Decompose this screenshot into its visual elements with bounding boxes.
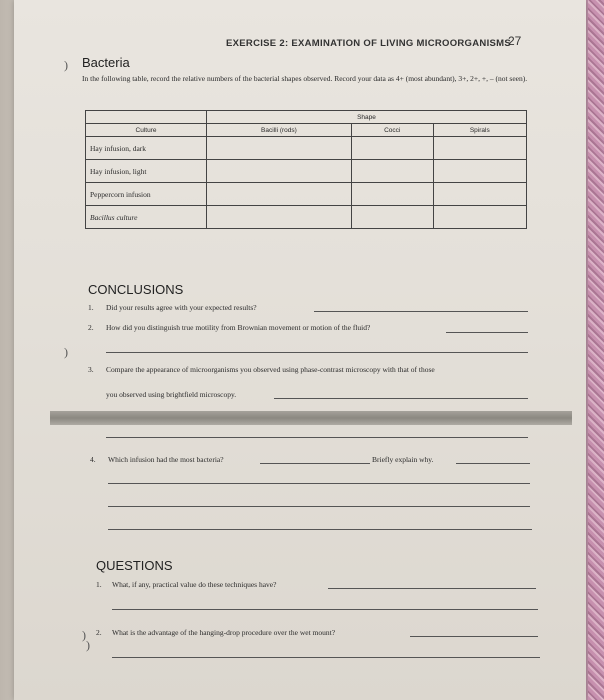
conclusion-q2-text: How did you distinguish true motility from Brownian movement or motion of the fluid? [106, 323, 371, 332]
bacteria-shape-table [85, 110, 527, 229]
questions-title: QUESTIONS [96, 558, 173, 573]
shape-header: Shape [207, 111, 527, 124]
question-q1-text: What, if any, practical value do these techniques have? [112, 580, 277, 589]
glitter-background [588, 0, 604, 700]
table-row-label: Peppercorn infusion [86, 183, 207, 206]
answer-line[interactable] [112, 657, 540, 658]
conclusion-q1-text: Did your results agree with your expected results? [106, 303, 257, 312]
table-cell[interactable] [433, 183, 526, 206]
page-number: 27 [508, 34, 522, 48]
table-cell[interactable] [207, 160, 352, 183]
table-row-label: Hay infusion, light [86, 160, 207, 183]
answer-line[interactable] [112, 609, 538, 610]
column-header-cocci: Cocci [351, 124, 433, 137]
answer-line[interactable] [446, 332, 528, 333]
conclusion-q4-number: 4. [90, 455, 96, 464]
answer-line[interactable] [106, 352, 528, 353]
photo-fold-band [50, 411, 572, 425]
conclusion-q3-text: Compare the appearance of microorganisms you observed using phase-contrast microscopy with that of those [106, 365, 435, 374]
bacteria-instructions: In the following table, record the relative numbers of the bacterial shapes observed. Record your data as 4+ (most abundant), 3+, 2+, +, – (not seen). [82, 74, 528, 83]
exercise-header: EXERCISE 2: EXAMINATION OF LIVING MICROORGANISMS [226, 38, 511, 49]
answer-line[interactable] [106, 437, 528, 438]
table-cell[interactable] [351, 137, 433, 160]
table-cell[interactable] [351, 206, 433, 229]
table-cell[interactable] [351, 183, 433, 206]
answer-line[interactable] [108, 529, 532, 530]
answer-line[interactable] [108, 483, 530, 484]
table-cell[interactable] [433, 206, 526, 229]
answer-line[interactable] [108, 506, 530, 507]
answer-line[interactable] [410, 636, 538, 637]
conclusion-q1-number: 1. [88, 303, 94, 312]
table-cell[interactable] [207, 206, 352, 229]
table-cell[interactable] [207, 183, 352, 206]
conclusion-q4-text-b: Briefly explain why. [372, 455, 434, 464]
conclusion-q4-text: Which infusion had the most bacteria? [108, 455, 224, 464]
table-cell[interactable] [351, 160, 433, 183]
conclusion-q3-text-cont: you observed using brightfield microscopy. [106, 390, 237, 399]
margin-mark: ) [82, 628, 86, 642]
column-header-bacilli: Bacilli (rods) [207, 124, 352, 137]
table-row-label: Hay infusion, dark [86, 137, 207, 160]
table-row-label: Bacillus culture [86, 206, 207, 229]
margin-mark: ) [64, 345, 68, 359]
question-q2-text: What is the advantage of the hanging-drop procedure over the wet mount? [112, 628, 336, 637]
column-header-culture: Culture [86, 124, 207, 137]
bacteria-title: Bacteria [82, 55, 130, 70]
column-header-spirals: Spirals [433, 124, 526, 137]
question-q1-number: 1. [96, 580, 102, 589]
worksheet-page [14, 0, 586, 700]
table-cell[interactable] [207, 137, 352, 160]
answer-line[interactable] [314, 311, 528, 312]
answer-line[interactable] [260, 463, 370, 464]
margin-mark: ) [86, 638, 90, 652]
question-q2-number: 2. [96, 628, 102, 637]
table-cell[interactable] [433, 160, 526, 183]
answer-line[interactable] [456, 463, 530, 464]
table-cell[interactable] [433, 137, 526, 160]
conclusions-title: CONCLUSIONS [88, 282, 184, 297]
answer-line[interactable] [274, 398, 528, 399]
margin-mark: ) [64, 58, 68, 72]
answer-line[interactable] [328, 588, 536, 589]
conclusion-q2-number: 2. [88, 323, 94, 332]
conclusion-q3-number: 3. [88, 365, 94, 374]
